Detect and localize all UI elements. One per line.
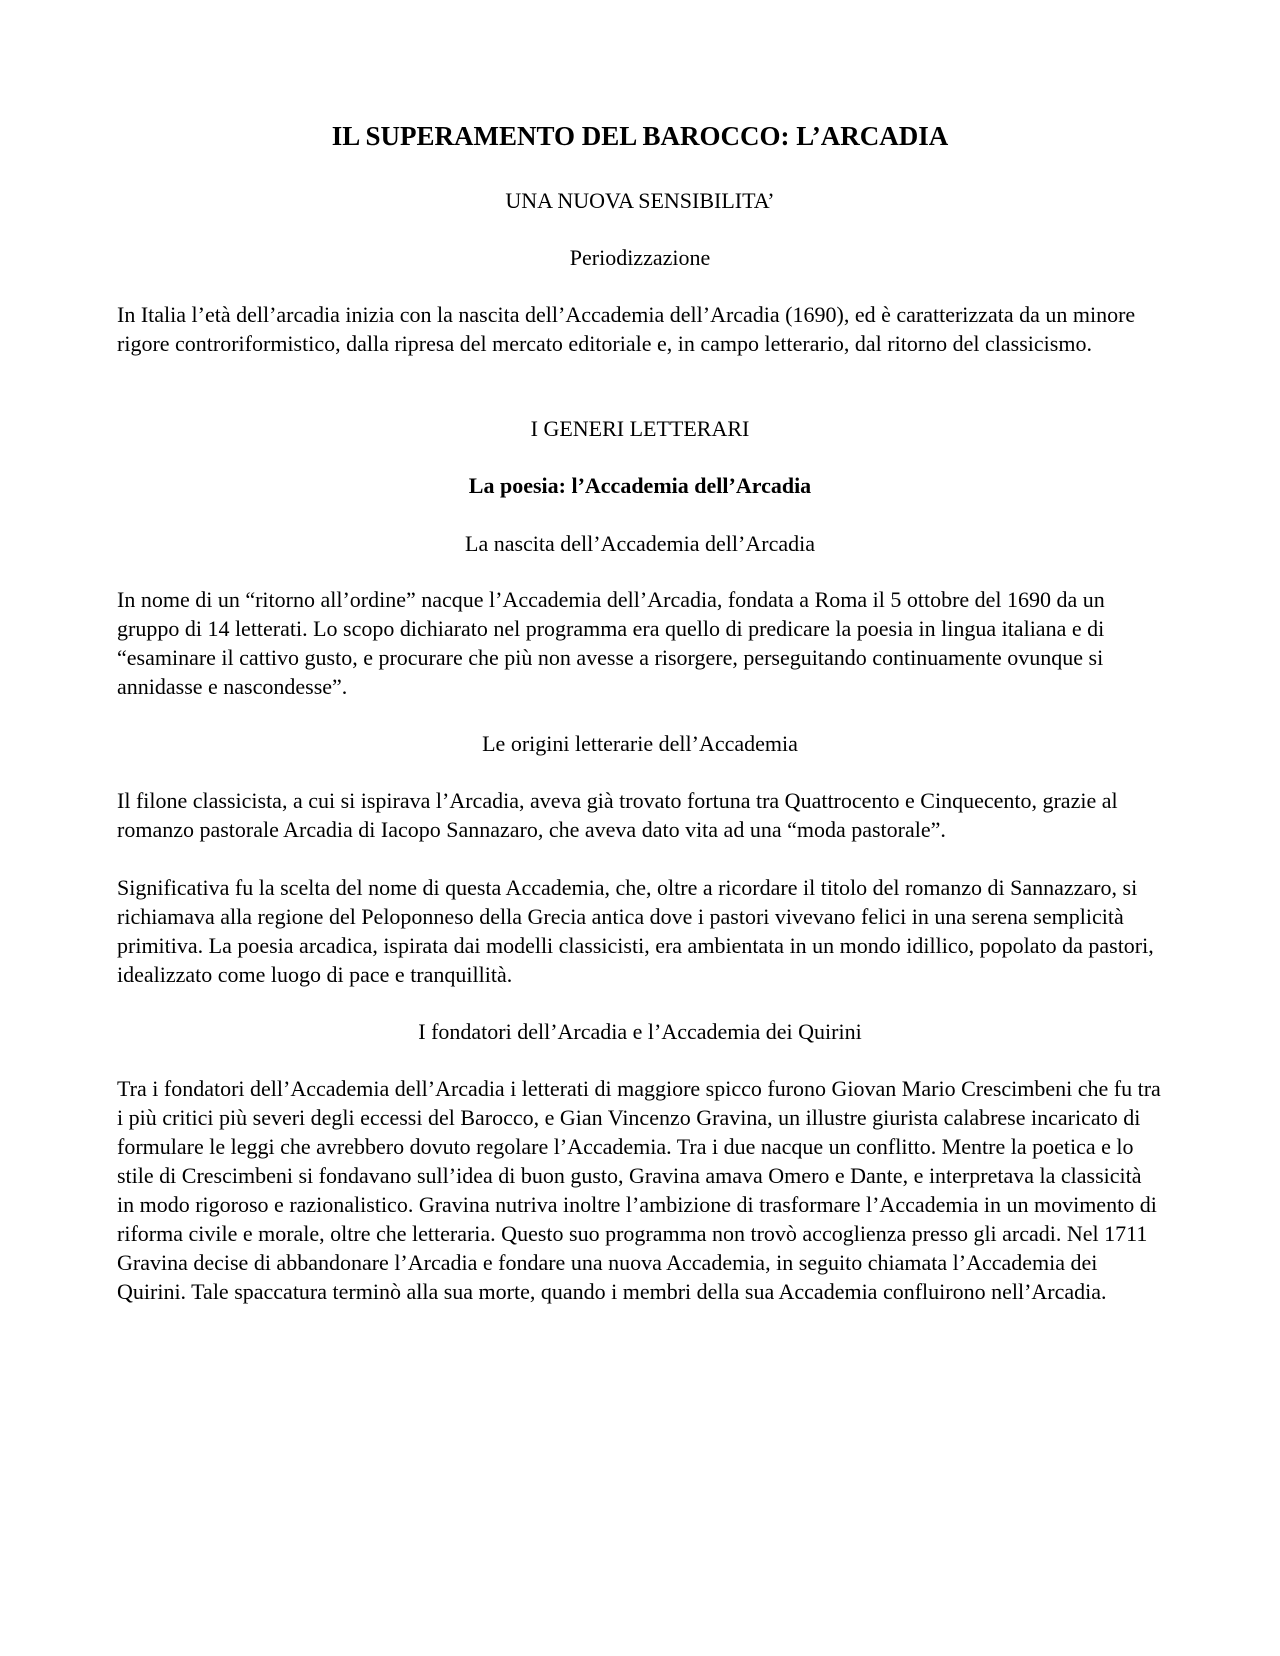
paragraph-origini-a: Il filone classicista, a cui si ispirava l’Arcadia, aveva già trovato fortuna tra Quattrocento e Cinquecento, grazie al romanzo pastorale Arcadia di Iacopo Sannazaro, che aveva dato vita ad una “moda pastorale”.: [117, 788, 1118, 842]
paragraph-nascita: In nome di un “ritorno all’ordine” nacque l’Accademia dell’Arcadia, fondata a Roma il 5 ottobre del 1690 da un gruppo di 14 letterati. Lo scopo dichiarato nel programma era quello di predicare la poesia in lingua italiana e di “esaminare il cattivo gusto, e procurare che più non avesse a risorgere, perseguitando continuamente ovunque si annidasse e nascondesse”.: [117, 587, 1105, 699]
heading-fondatori: I fondatori dell’Arcadia e l’Accademia dei Quirini: [418, 1019, 862, 1044]
paragraph-origini-b: Significativa fu la scelta del nome di questa Accademia, che, oltre a ricordare il titolo del romanzo di Sannazzaro, si richiamava alla regione del Peloponneso della Grecia antica dove i pastori vivevano felici in una serena semplicità primitiva. La poesia arcadica, ispirata dai modelli classicisti, era ambientata in un mondo idillico, popolato da pastori, idealizzato come luogo di pace e tranquillità.: [117, 875, 1154, 987]
heading-periodizzazione: Periodizzazione: [569, 245, 711, 270]
heading-origini: Le origini letterarie dell’Accademia: [482, 731, 798, 756]
subtitle: UNA NUOVA SENSIBILITA’: [505, 188, 775, 213]
paragraph-fondatori: Tra i fondatori dell’Accademia dell’Arcadia i letterati di maggiore spicco furono Giovan Mario Crescimbeni che fu tra i più critici più severi degli eccessi del Barocco, e Gian Vincenzo Gravina, un illustre giurista calabrese incaricato di formulare le leggi che avrebbero dovuto regolare l’Accademia. Tra i due nacque un conflitto. Mentre la poetica e lo stile di Crescimbeni si fondavano sull’idea di buon gusto, Gravina amava Omero e Dante, e interpretava la classicità in modo rigoroso e razionalistico. Gravina nutriva inoltre l’ambizione di trasformare l’Accademia in un movimento di riforma civile e morale, oltre che letteraria. Questo suo programma non trovò accoglienza presso gli arcadi. Nel 1711 Gravina decise di abbandonare l’Arcadia e fondare una nuova Accademia, in seguito chiamata l’Accademia dei Quirini. Tale spaccatura terminò alla sua morte, quando i membri della sua Accademia confluirono nell’Arcadia.: [117, 1076, 1161, 1304]
heading-poesia: La poesia: l’Accademia dell’Arcadia: [468, 473, 812, 498]
heading-generi-letterari: I GENERI LETTERARI: [530, 416, 750, 441]
heading-nascita: La nascita dell’Accademia dell’Arcadia: [465, 531, 815, 556]
document-title: IL SUPERAMENTO DEL BAROCCO: L’ARCADIA: [331, 121, 949, 151]
paragraph-periodizzazione: In Italia l’età dell’arcadia inizia con la nascita dell’Accademia dell’Arcadia (1690), ed è caratterizzata da un minore rigore controriformistico, dalla ripresa del mercato editoriale e, in campo letterario, dal ritorno del classicismo.: [117, 302, 1136, 356]
